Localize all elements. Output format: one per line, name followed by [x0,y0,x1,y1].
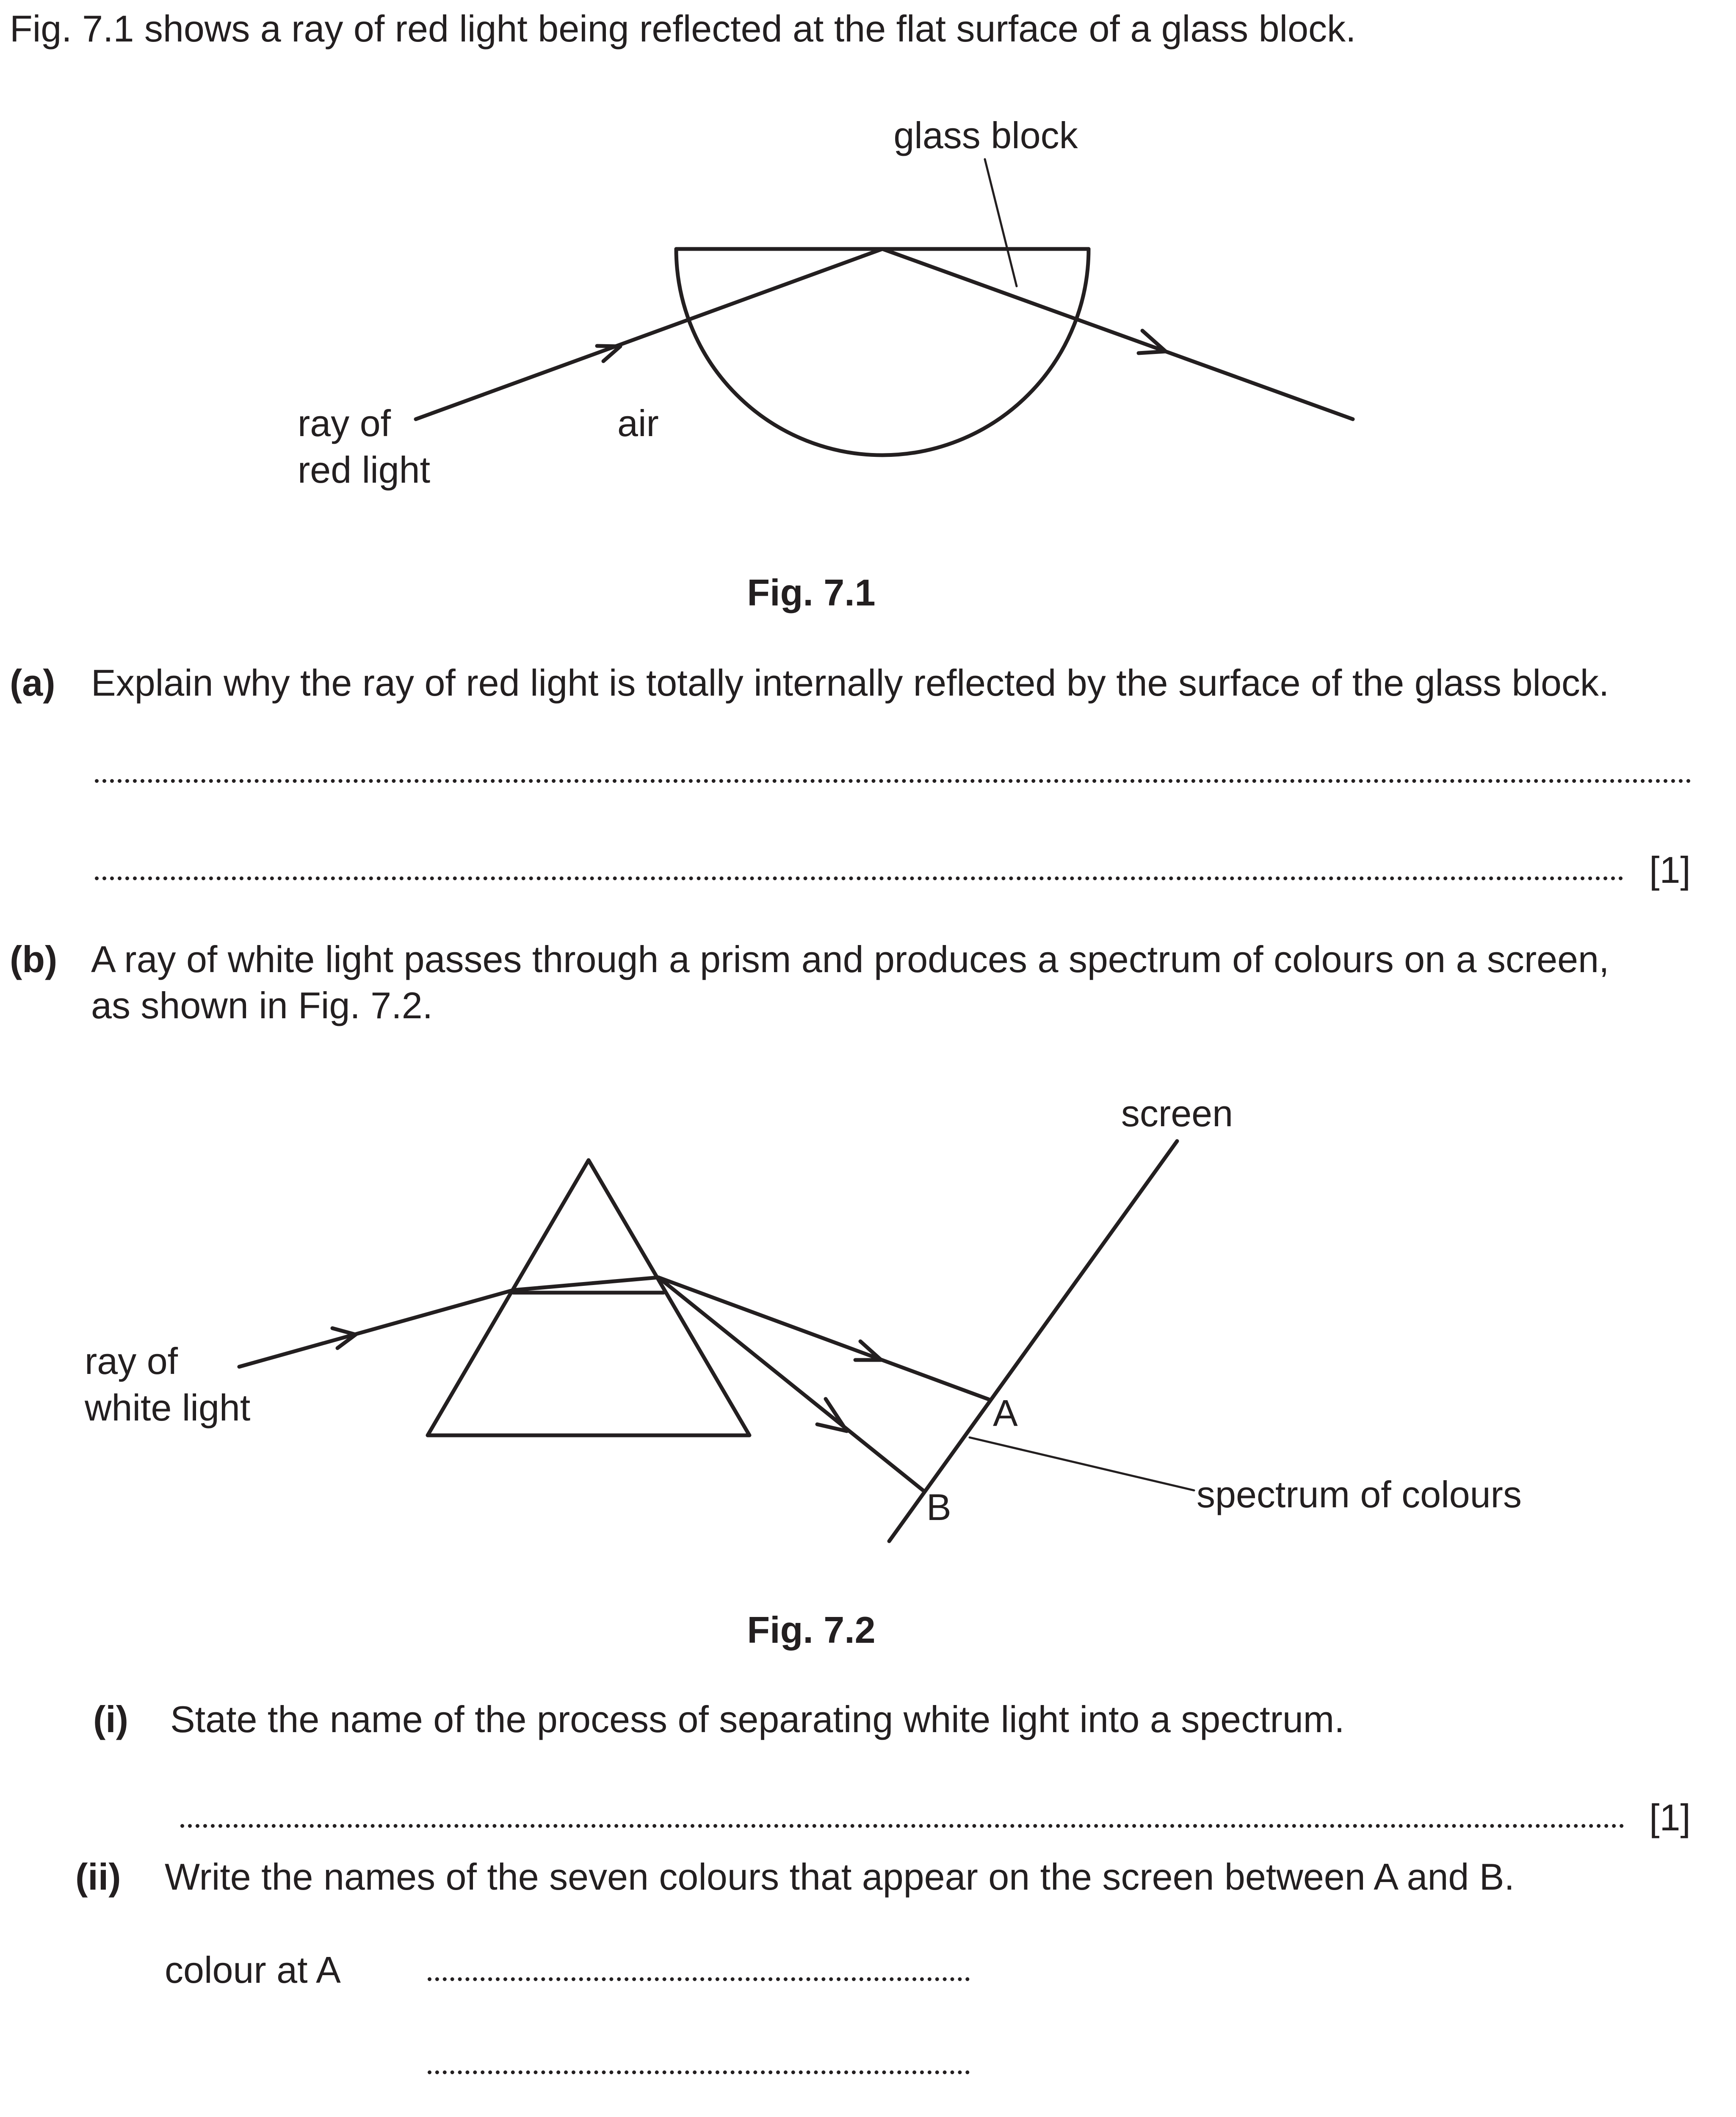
part-a-question: Explain why the ray of red light is totally internally reflected by the surface of the glass block. [91,662,1609,704]
white-ray-label-line1: ray of [85,1340,178,1382]
part-b-marker: (b) [10,938,58,980]
part-b-ii-question: Write the names of the seven colours that appear on the screen between A and B. [165,1856,1515,1898]
part-b-question-line2: as shown in Fig. 7.2. [91,984,433,1026]
ray-label-line1: ray of [298,402,391,444]
colour-answer-line-2[interactable] [428,2070,970,2074]
part-b-i-marker: (i) [93,1698,129,1740]
emergent-ray-to-b [658,1277,923,1490]
part-b-i-question: State the name of the process of separating white light into a spectrum. [170,1698,1345,1740]
point-a-label: A [993,1392,1018,1434]
glass-block-label: glass block [893,114,1078,156]
white-light-ray [239,1290,513,1367]
part-b-question-line1: A ray of white light passes through a prism and produces a spectrum of colours on a screen, [91,938,1609,980]
colour-at-a-label: colour at A [165,1949,341,1991]
refracted-ray-top [513,1277,658,1290]
emergent-ray-to-a [658,1277,989,1399]
prism [428,1160,749,1435]
spectrum-label: spectrum of colours [1197,1473,1522,1515]
figure-7-2-caption: Fig. 7.2 [747,1609,876,1651]
white-ray-label-line2: white light [85,1387,251,1429]
screen-label: screen [1121,1092,1233,1134]
air-label: air [617,402,659,444]
intro-text: Fig. 7.1 shows a ray of red light being reflected at the flat surface of a glass block. [10,8,1356,50]
colour-answer-line-1[interactable] [428,1977,970,1981]
part-b-i-answer-line[interactable] [180,1824,1624,1828]
screen-line [889,1141,1177,1541]
spectrum-leader-line [970,1437,1194,1490]
ray-label-line2: red light [298,449,431,491]
point-b-label: B [926,1486,951,1528]
figure-7-1-caption: Fig. 7.1 [747,572,876,614]
part-b-i-marks: [1] [1649,1796,1691,1838]
part-b-ii-marker: (ii) [75,1856,121,1898]
part-a-marker: (a) [10,662,55,704]
part-a-marks: [1] [1649,849,1691,891]
